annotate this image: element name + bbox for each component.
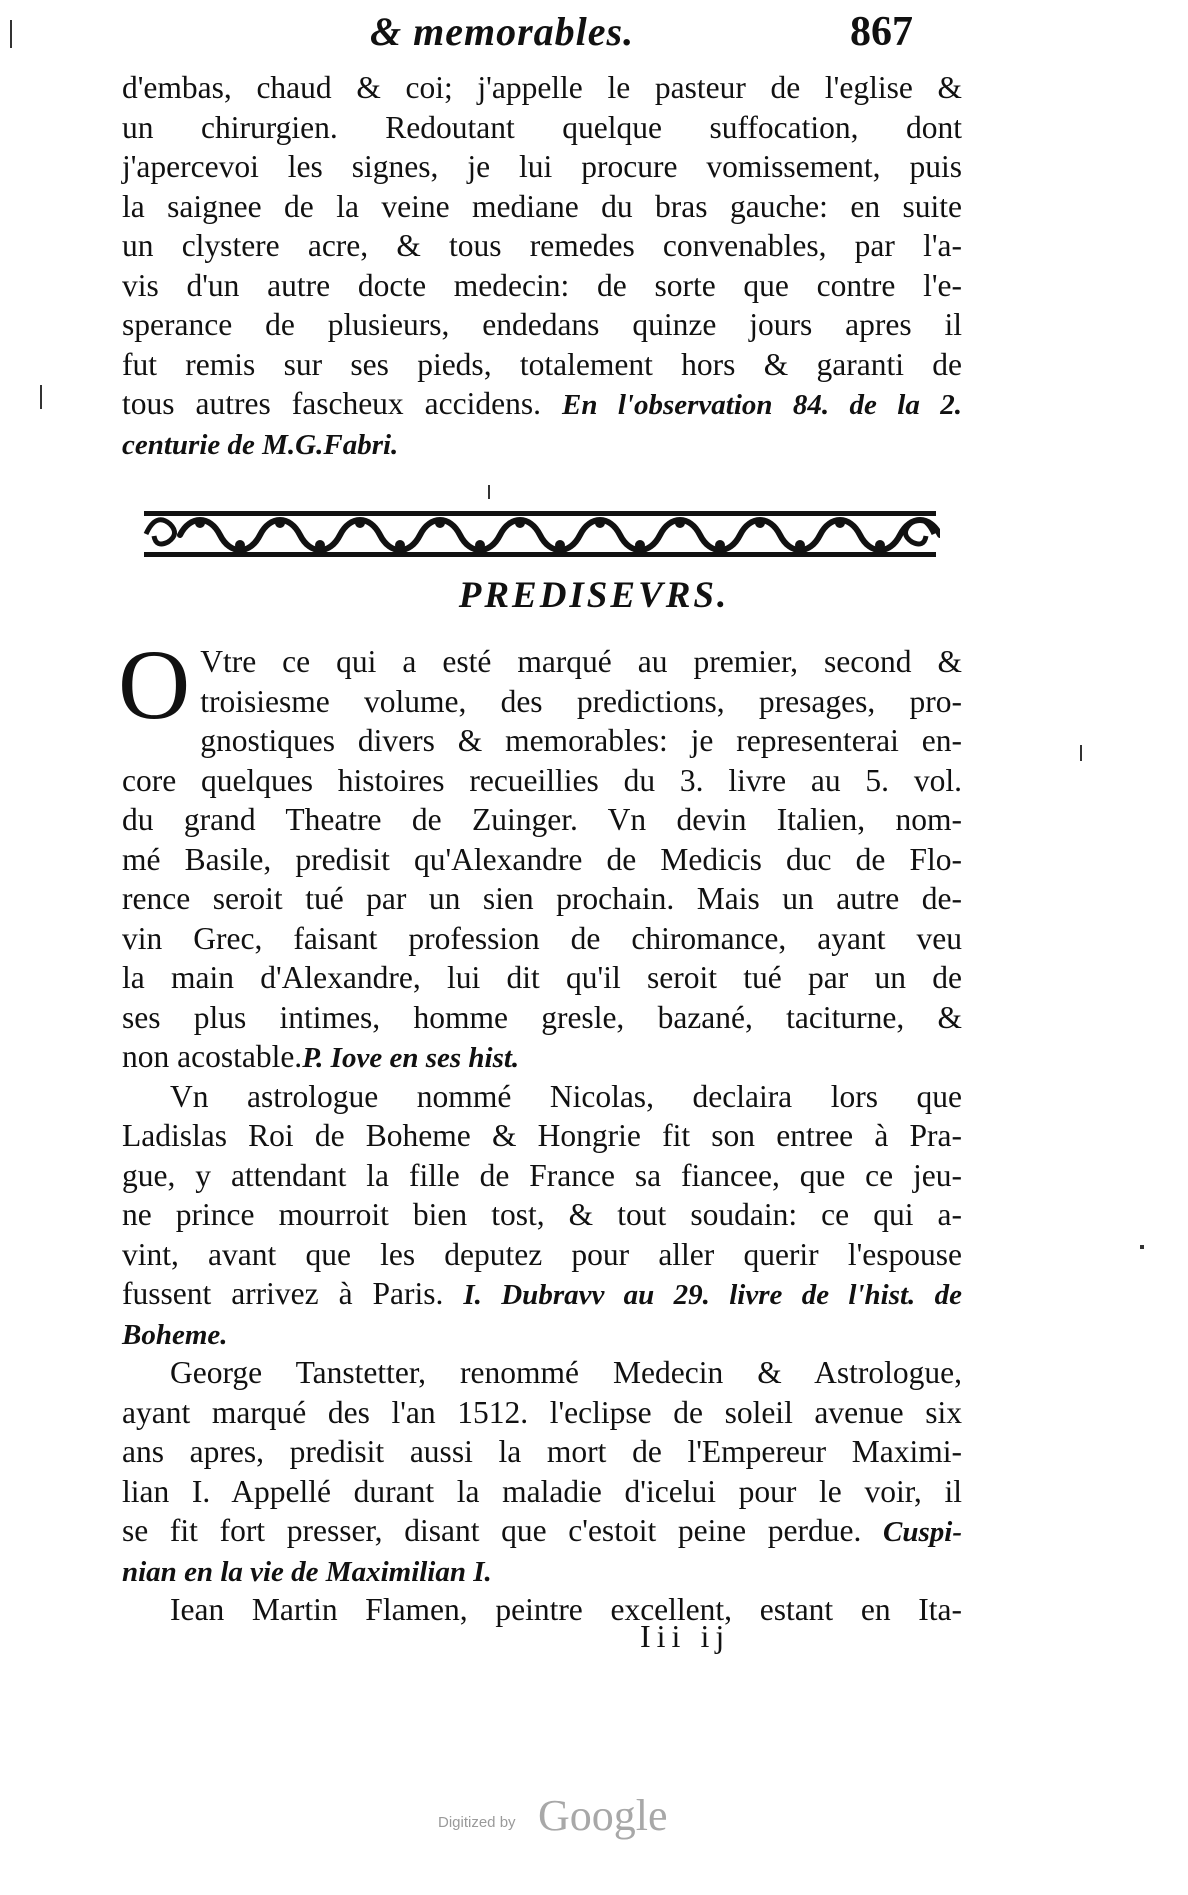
text-line: ne prince mourroit bien tost, & tout soudain: ce qui a- [122,1197,962,1232]
text-line: sperance de plusieurs, endedans quinze jours apres il [122,307,962,342]
main-text [118,629,963,1630]
text-line: Vn astrologue nommé Nicolas, declaira lors que [170,1078,962,1114]
running-head: & memorables. [370,9,635,54]
citation: centurie de M.G.Fabri. [122,428,399,461]
text-line: d'embas, chaud & coi; j'appelle le pasteur de l'eglise & [122,70,962,105]
text-line: un chirurgien. Redoutant quelque suffocation, dont [122,109,962,145]
text-line: Vtre ce qui a esté marqué au premier, second & [200,644,962,679]
margin-speck [1140,1245,1144,1249]
text-line [122,424,962,464]
text-line: fut remis sur ses pieds, totalement hors & garanti de [122,346,962,382]
text-line [122,1551,962,1591]
watermark-small-text: Digitized by [438,1814,516,1831]
text-line [122,384,962,424]
text-line: la main d'Alexandre, lui dit qu'il seroit tué par un de [122,960,962,995]
text-fragment: fussent arrivez à Paris. [122,1276,444,1311]
text-fragment: tous autres fascheux accidens. [122,386,541,421]
text-line: ayant marqué des l'an 1512. l'eclipse de soleil avenue six [122,1394,962,1430]
decorative-ornament-band [140,505,940,563]
watermark-logo-text: Google [538,1791,668,1840]
signature-mark: Iii ij [640,1618,731,1654]
text-line: troisiesme volume, des predictions, presages, pro- [200,683,962,719]
margin-speck [1080,745,1082,761]
citation: P. Iove en ses hist. [302,1042,520,1074]
text-line: rence seroit tué par un sien prochain. Mais un autre de- [122,881,962,916]
drop-cap: O [118,629,191,740]
text-line: gnostiques divers & memorables: je representerai en- [200,723,962,758]
text-line [122,1511,962,1551]
citation: En l'observation 84. de la 2. [562,389,962,421]
text-line: core quelques histoires recueillies du 3. livre au 5. vol. [122,762,962,798]
text-line: un clystere acre, & tous remedes convenables, par l'a- [122,228,962,263]
text-line [122,1037,962,1077]
margin-speck [10,20,12,48]
continued-paragraph [122,68,962,463]
margin-speck [40,385,42,409]
citation: nian en la vie de Maximilian I. [122,1555,492,1588]
text-line: j'apercevoi les signes, je lui procure vomissement, puis [122,149,962,184]
text-line [122,1274,962,1314]
text-line [122,1314,962,1354]
text-line: vis d'un autre docte medecin: de sorte que contre l'e- [122,267,962,303]
text-line: Iean Martin Flamen, peintre excellent, estant en Ita- [170,1592,962,1627]
text-line: du grand Theatre de Zuinger. Vn devin Italien, nom- [122,802,962,837]
text-line: vint, avant que les deputez pour aller querir l'espouse [122,1236,962,1272]
citation: I. Dubravv au 29. livre de l'hist. de [463,1279,963,1311]
text-line: vin Grec, faisant profession de chiromance, ayant veu [122,920,962,956]
margin-speck [488,485,490,499]
text-line: George Tanstetter, renommé Medecin & Astrologue, [170,1355,962,1390]
section-heading: PREDISEVRS. [458,575,730,616]
text-line: lian I. Appellé durant la maladie d'icelui pour le voir, il [122,1473,962,1509]
citation: Boheme. [122,1318,228,1351]
text-line: mé Basile, predisit qu'Alexandre de Medicis duc de Flo- [122,841,962,877]
text-line: ses plus intimes, homme gresle, bazané, taciturne, & [122,999,962,1035]
text-line: la saignee de la veine mediane du bras gauche: en suite [122,188,962,224]
page-header [0,8,1188,68]
citation: Cuspi- [883,1516,962,1548]
text-fragment: se fit fort presser, disant que c'estoit peine perdue. [122,1513,862,1548]
text-line: Ladislas Roi de Boheme & Hongrie fit son entree à Pra- [122,1118,962,1153]
page-number: 867 [850,9,913,55]
text-fragment: non acostable. [122,1039,303,1074]
google-watermark [438,1790,758,1850]
text-line: gue, y attendant la fille de France sa fiancee, que ce jeu- [122,1157,962,1193]
text-line: ans apres, predisit aussi la mort de l'Empereur Maximi- [122,1434,962,1469]
